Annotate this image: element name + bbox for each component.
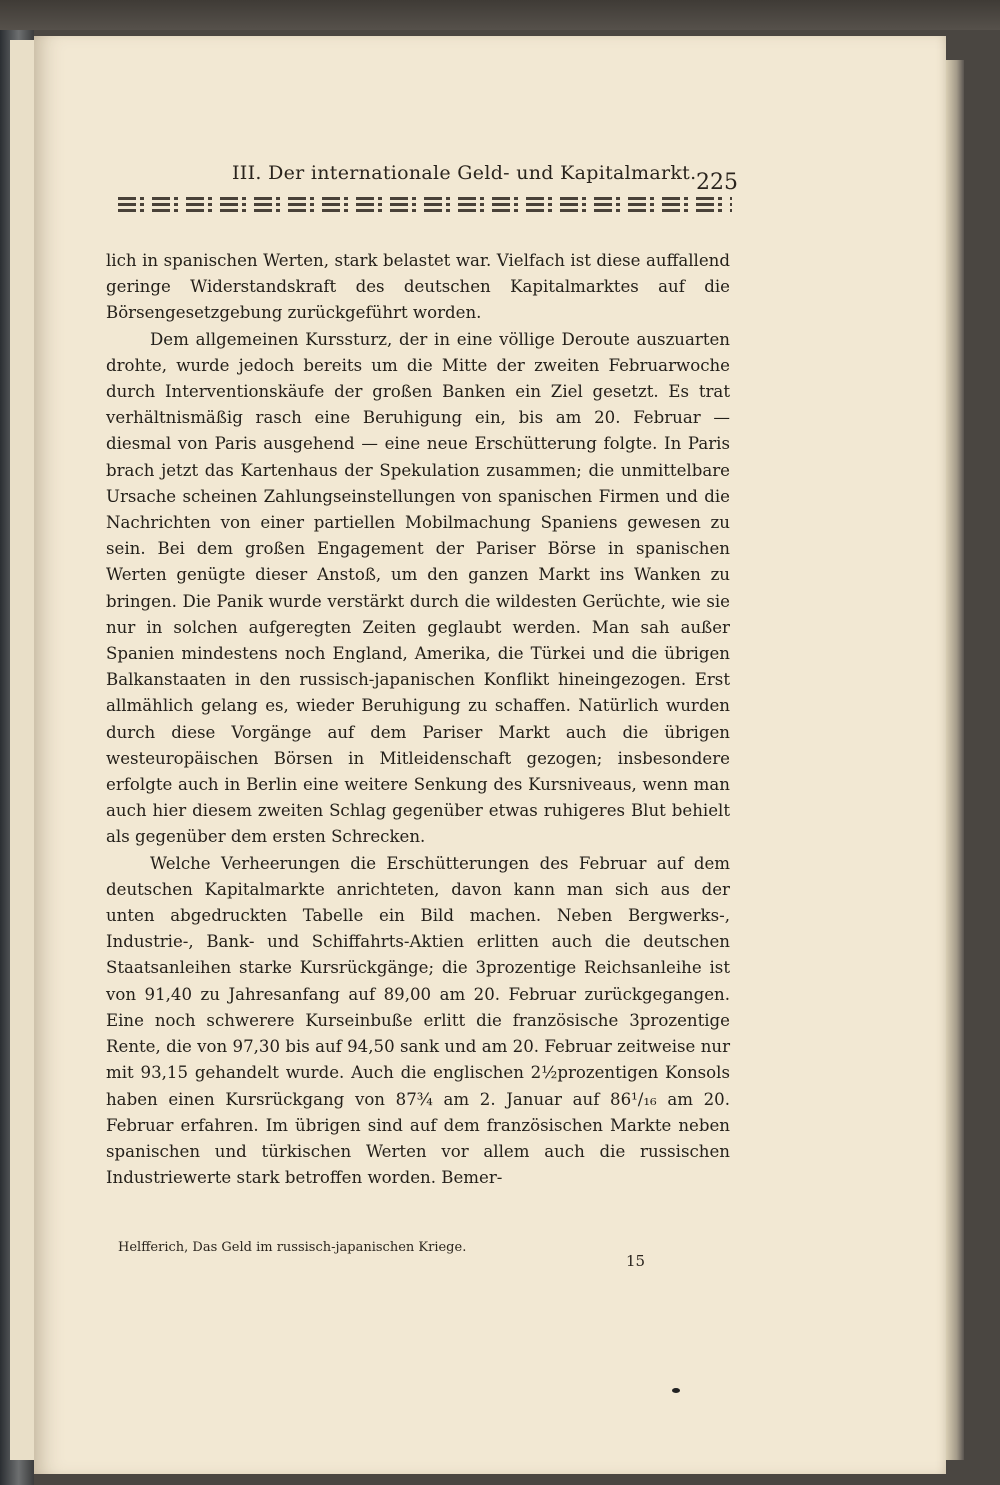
paragraph-1: lich in spanischen Werten, stark belastet war. Vielfach ist diese auffallend geringe Widerstandskraft des deutschen Kapitalmarktes auf die Börsengesetzgebung zurückgeführt worden. xyxy=(106,251,730,323)
signature-mark: 15 xyxy=(626,1252,646,1270)
body-text xyxy=(106,248,730,1191)
scan-background-top xyxy=(0,0,1000,30)
paragraph-2: Dem allgemeinen Kurssturz, der in eine völlige Deroute auszuarten drohte, wurde jedoch bereits um die Mitte der zweiten Februarwoche durch Interventionskäufe der großen Banken ein Ziel gesetzt. Es trat verhältnismäßig rasch eine Beruhigung ein, bis am 20. Februar — diesmal von Paris ausgehend — eine neue Erschütterung folgte. In Paris brach jetzt das Kartenhaus der Spekulation zusammen; die unmittelbare Ursache scheinen Zahlungseinstellungen von spanischen Firmen und die Nachrichten von einer partiellen Mobilmachung Spaniens gewesen zu sein. Bei dem großen Engagement der Pariser Börse in spanischen Werten genügte dieser Anstoß, um den ganzen Markt ins Wanken zu bringen. Die Panik wurde verstärkt durch die wildesten Gerüchte, wie sie nur in solchen aufgeregten Zeiten geglaubt werden. Man sah außer Spanien mindestens noch England, Amerika, die Türkei und die übrigen Balkanstaaten in den russisch-japanischen Konflikt hineingezogen. Erst allmählich gelang es, wieder Beruhigung zu schaffen. Natürlich wurden durch diese Vorgänge auf dem Pariser Markt auch die übrigen westeuropäischen Börsen in Mitleidenschaft gezogen; insbesondere erfolgte auch in Berlin eine weitere Senkung des Kursniveaus, wenn man auch hier diesem zweiten Schlag gegenüber etwas ruhigeres Blut behielt als gegenüber dem ersten Schrecken. xyxy=(106,329,730,847)
ink-dot xyxy=(672,1388,680,1393)
footer-note: Helfferich, Das Geld im russisch-japanischen Kriege. xyxy=(118,1240,467,1255)
page-footer xyxy=(118,1240,658,1270)
page-number: 225 xyxy=(696,170,738,195)
decorative-border-ornament xyxy=(118,196,732,212)
left-page-edge xyxy=(10,40,35,1460)
running-head: III. Der internationale Geld- und Kapitalmarkt. xyxy=(232,162,697,184)
paragraph-3: Welche Verheerungen die Erschütterungen des Februar auf dem deutschen Kapitalmarkte anrichteten, davon kann man sich aus der unten abgedruckten Tabelle ein Bild machen. Neben Bergwerks-, Industrie-, Bank- und Schiffahrts-Aktien erlitten auch die deutschen Staatsanleihen starke Kursrückgänge; die 3prozentige Reichsanleihe ist von 91,40 zu Jahresanfang auf 89,00 am 20. Februar zurückgegangen. Eine noch schwerere Kurseinbuße erlitt die französische 3prozentige Rente, die von 97,30 bis auf 94,50 sank und am 20. Februar zeitweise nur mit 93,15 gehandelt wurde. Auch die englischen 2½prozentigen Konsols haben einen Kursrückgang von 87¾ am 2. Januar auf 86¹/₁₆ am 20. Februar erfahren. Im übrigen sind auf dem französischen Markte neben spanischen und türkischen Werten vor allem auch die russischen Industriewerte stark betroffen worden. Bemer- xyxy=(106,853,730,1188)
page-edge-shadow xyxy=(946,60,964,1460)
